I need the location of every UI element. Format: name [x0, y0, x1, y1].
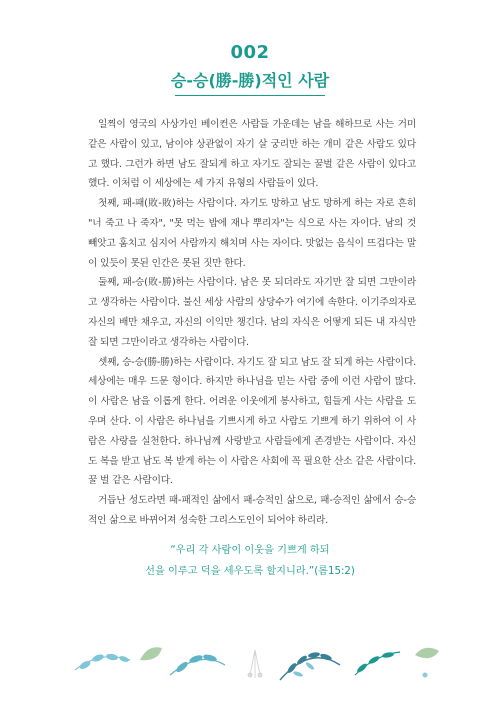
fern-icon: [280, 651, 340, 680]
paragraph: 일찍이 영국의 사상가인 베이컨은 사람들 가운데는 남을 해하므로 사는 거미 같은 사람이 있고, 남이야 상관없이 자기 살 궁리만 하는 개미 같은 사람도 있다고 했다. 그런가 하면 남도 잘되게 하고 자기도 잘되는 꿀벌 같은 사람이 있다고 했다. 이처럼 이 세상에는 세 가지 유형의 사람들이 있다.: [88, 119, 416, 190]
paragraph: 첫째, 패-패(敗-敗)하는 사람이다. 자기도 망하고 남도 망하게 하는 자로 흔히 "너 죽고 나 죽자", "못 먹는 밥에 재나 뿌리자"는 식으로 사는 자이다. 남의 것 빼앗고 훔치고 심지어 사람까지 해치며 사는 자이다. 맛없는 음식이 뜨겁다는 말이 있듯이 못된 인간은 못된 짓만 한다.: [88, 198, 416, 269]
paragraph: 둘째, 패-승(敗-勝)하는 사람이다. 남은 못 되더라도 자기만 잘 되면 그만이라고 생각하는 사람이다. 불신 세상 사람의 상당수가 여기에 속한다. 이기주의자로 자신의 배만 채우고, 자신의 이익만 챙긴다. 남의 자식은 어떻게 되든 내 자식만 잘 되면 그만이라고 생각하는 사람이다.: [88, 277, 416, 348]
leaf-branch-icon: [170, 653, 225, 675]
body-text: [88, 115, 416, 531]
leaf-icon: [415, 648, 439, 678]
paragraph: 셋째, 승-승(勝-勝)하는 사람이다. 자기도 잘 되고 남도 잘 되게 하는 사람이다. 세상에는 매우 드문 형이다. 하지만 하나님을 믿는 사람 중에 이런 사람이 많다. 이 사람은 남을 이롭게 한다. 어려운 이웃에게 봉사하고, 힘들게 사는 사람을 도우며 산다. 이 사람은 하나님을 기쁘시게 하고 사람도 기쁘게 하기 위하여 이 사람은 사랑을 실천한다. 하나님께 사랑받고 사람들에게 존경받는 사람이다. 자신도 복을 받고 남도 복 받게 하는 이 사람은 사회에 꼭 필요한 산소 같은 사람이다. 꿀 벌 같은 사람이다.: [88, 356, 416, 487]
leaf-icon: [140, 647, 162, 660]
leaf-branch-icon: [75, 653, 130, 671]
leaf-decoration: [70, 630, 450, 690]
quote-line: “우리 각 사람이 이웃을 기쁘게 하되: [170, 545, 330, 556]
chapter-title: 승-승(勝-勝)적인 사람: [170, 71, 330, 90]
title-underline: [175, 95, 325, 96]
quote-line: 선을 이루고 덕을 세우도록 할지니라.”(롬15:2): [145, 566, 355, 577]
scripture-quote: [60, 540, 440, 582]
chapter-number: 002: [230, 42, 270, 63]
paragraph: 거듭난 성도라면 패-패적인 삶에서 패-승적인 삶으로, 패-승적인 삶에서 승-승적인 삶으로 바뀌어져 성숙한 그리스도인이 되어야 하리라.: [88, 495, 416, 526]
leaf-spray-icon: [248, 650, 262, 678]
leaf-branch-icon: [355, 651, 400, 675]
